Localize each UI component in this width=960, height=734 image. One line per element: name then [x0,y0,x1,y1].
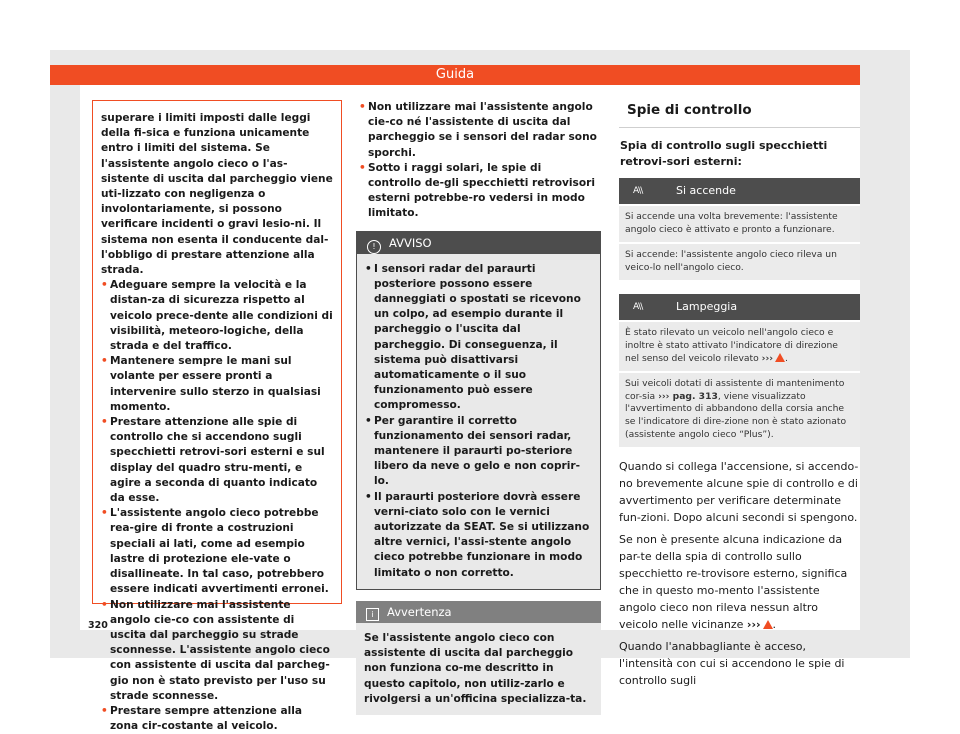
table-heading: Si accende [676,184,736,197]
avviso-box [356,231,601,590]
notice-icon: ! [367,240,381,254]
section-title: Spie di controllo [619,100,860,128]
list-item: • Sotto i raggi solari, le spie di controllo de-gli specchietti retrovisori esterni potrebbe-ro vedersi in modo limitato. [359,161,598,222]
list-item: • I sensori radar del paraurti posteriore possono essere danneggiati o spostati se ricevono un colpo, ad esempio durante il parcheggio o l'uscita dal parcheggio. Di conseguenza, il sistema può disattivarsi automaticamente o il suo funzionamento può essere compromesso. [365,262,592,414]
avvertenza-title: Avvertenza [387,604,452,619]
avviso-body [357,254,600,589]
avvertenza-box [356,601,601,715]
avviso-header [357,232,600,254]
table-row: È stato rilevato un veicolo nell'angolo cieco e inoltre è stato attivato l'indicatore di direzione nel senso del veicolo rilevato ››› . [619,322,860,371]
table-row: Sui veicoli dotati di assistente di mantenimento cor-sia ››› pag. 313, viene visualizzato l'avvertimento di abbandono della corsia anche se l'indicatore di dire-zione non è stato azionato (assistente angolo cieco “Plus”). [619,373,860,447]
list-item: • Adeguare sempre la velocità e la distan-za di sicurezza rispetto al veicolo prece-dente alle condizioni di visibilità, meteoro-logiche, della strada e del traffico. [101,278,333,354]
table-row: Si accende una volta brevemente: l'assistente angolo cieco è attivato e pronto a funzionare. [619,206,860,242]
page-number: 320 [88,620,108,631]
paragraph: Quando l'anabbagliante è acceso, l'intensità con cui si accendono le spie di controllo sugli [619,640,845,688]
info-icon: i [366,608,379,621]
avvertenza-header [356,601,601,623]
paragraph: Quando si collega l'accensione, si accendo-no brevemente alcune spie di controllo e di avvertimento per verificare determinate fun-zioni. Dopo alcuni secondi si spengono. [619,460,859,525]
reference-arrow: ››› [746,618,761,632]
paragraph: Se non è presente alcuna indicazione da par-te della spia di controllo sullo specchietto re-trovisore esterno, significa che in questo mo-mento l'assistente angolo cieco non rileva nessun altro veicolo nelle vicinanze ››› . [619,533,848,632]
list-item: • Il paraurti posteriore dovrà essere verni-ciato solo con le vernici autorizzate da SEAT. Se si utilizzano altre vernici, l'assi-stente angolo cieco potrebbe funzionare in modo limitato o non corretto. [365,490,592,581]
indicator-table-on [619,178,860,280]
blind-spot-indicator-icon: A\\ [633,302,643,313]
avvertenza-body [356,623,601,715]
list-item: • Per garantire il corretto funzionamento dei sensori radar, mantenere il paraurti po-steriore libero da neve o gelo e non coprir-lo. [365,414,592,490]
list-item: • Mantenere sempre le mani sul volante per essere pronti a intervenire sullo sterzo in qualsiasi momento. [101,354,333,415]
list-item: • Non utilizzare mai l'assistente angolo cie-co con assistente di uscita dal parcheggio su strade sconnesse. L'assistente angolo cieco con assistente di uscita dal parcheg-gio non è stato previsto per l'uso su strade sconnesse. [101,598,333,704]
avviso-title: AVVISO [389,235,432,250]
warning-triangle-icon [763,620,773,629]
section-header: Guida [50,65,860,85]
warning-triangle-icon [775,353,785,362]
table-row: Si accende: l'assistente angolo cieco rileva un veico-lo nell'angolo cieco. [619,244,860,280]
list-item: • Non utilizzare mai l'assistente angolo cie-co né l'assistente di uscita dal parcheggio se i sensori del radar sono sporchi. [359,100,598,161]
warning-intro: superare i limiti imposti dalle leggi della fi-sica e funziona unicamente entro i limiti del sistema. Se l'assistente angolo cieco o l'as-sistente di uscita dal parcheggio viene uti-lizzato con negligenza o involontariamente, si possono verificare incidenti o gravi lesio-ni. Il sistema non esenta il conducente dal-l'obbligo di prestare attenzione alla strada. [101,112,333,277]
blind-spot-indicator-icon: A\\ [633,186,643,196]
list-item: • Prestare sempre attenzione alla zona cir-costante al veicolo. [101,704,333,734]
column-right [619,100,860,694]
avvertenza-text: Se l'assistente angolo cieco con assistente di uscita dal parcheggio non funziona co-me descritto in questo capitolo, non utiliz-zarlo e rivolgersi a un'officina specializza-ta. [364,631,587,705]
reference-arrow: ››› [761,352,774,364]
column-middle [356,100,601,715]
table-header [619,178,860,204]
table-heading: Lampeggia [676,300,738,314]
subsection-title: Spia di controllo sugli specchietti retrovi-sori esterni: [620,139,828,168]
page-reference-link[interactable]: ››› pag. 313 [658,390,718,402]
list-item: • L'assistente angolo cieco potrebbe rea-gire di fronte a costruzioni speciali ai lati, come ad esempio lastre di protezione ele-vate o disallineate. In tal caso, potrebbero essere indicati avvertimenti erronei. [101,506,333,597]
table-header [619,294,860,320]
indicator-table-blink [619,294,860,447]
body-text [619,458,860,689]
list-item: • Prestare attenzione alle spie di controllo che si accendono sugli specchietti retrovi-sori esterni e sul display del quadro stru-menti, e agire a seconda di quanto indicato da esse. [101,415,333,506]
